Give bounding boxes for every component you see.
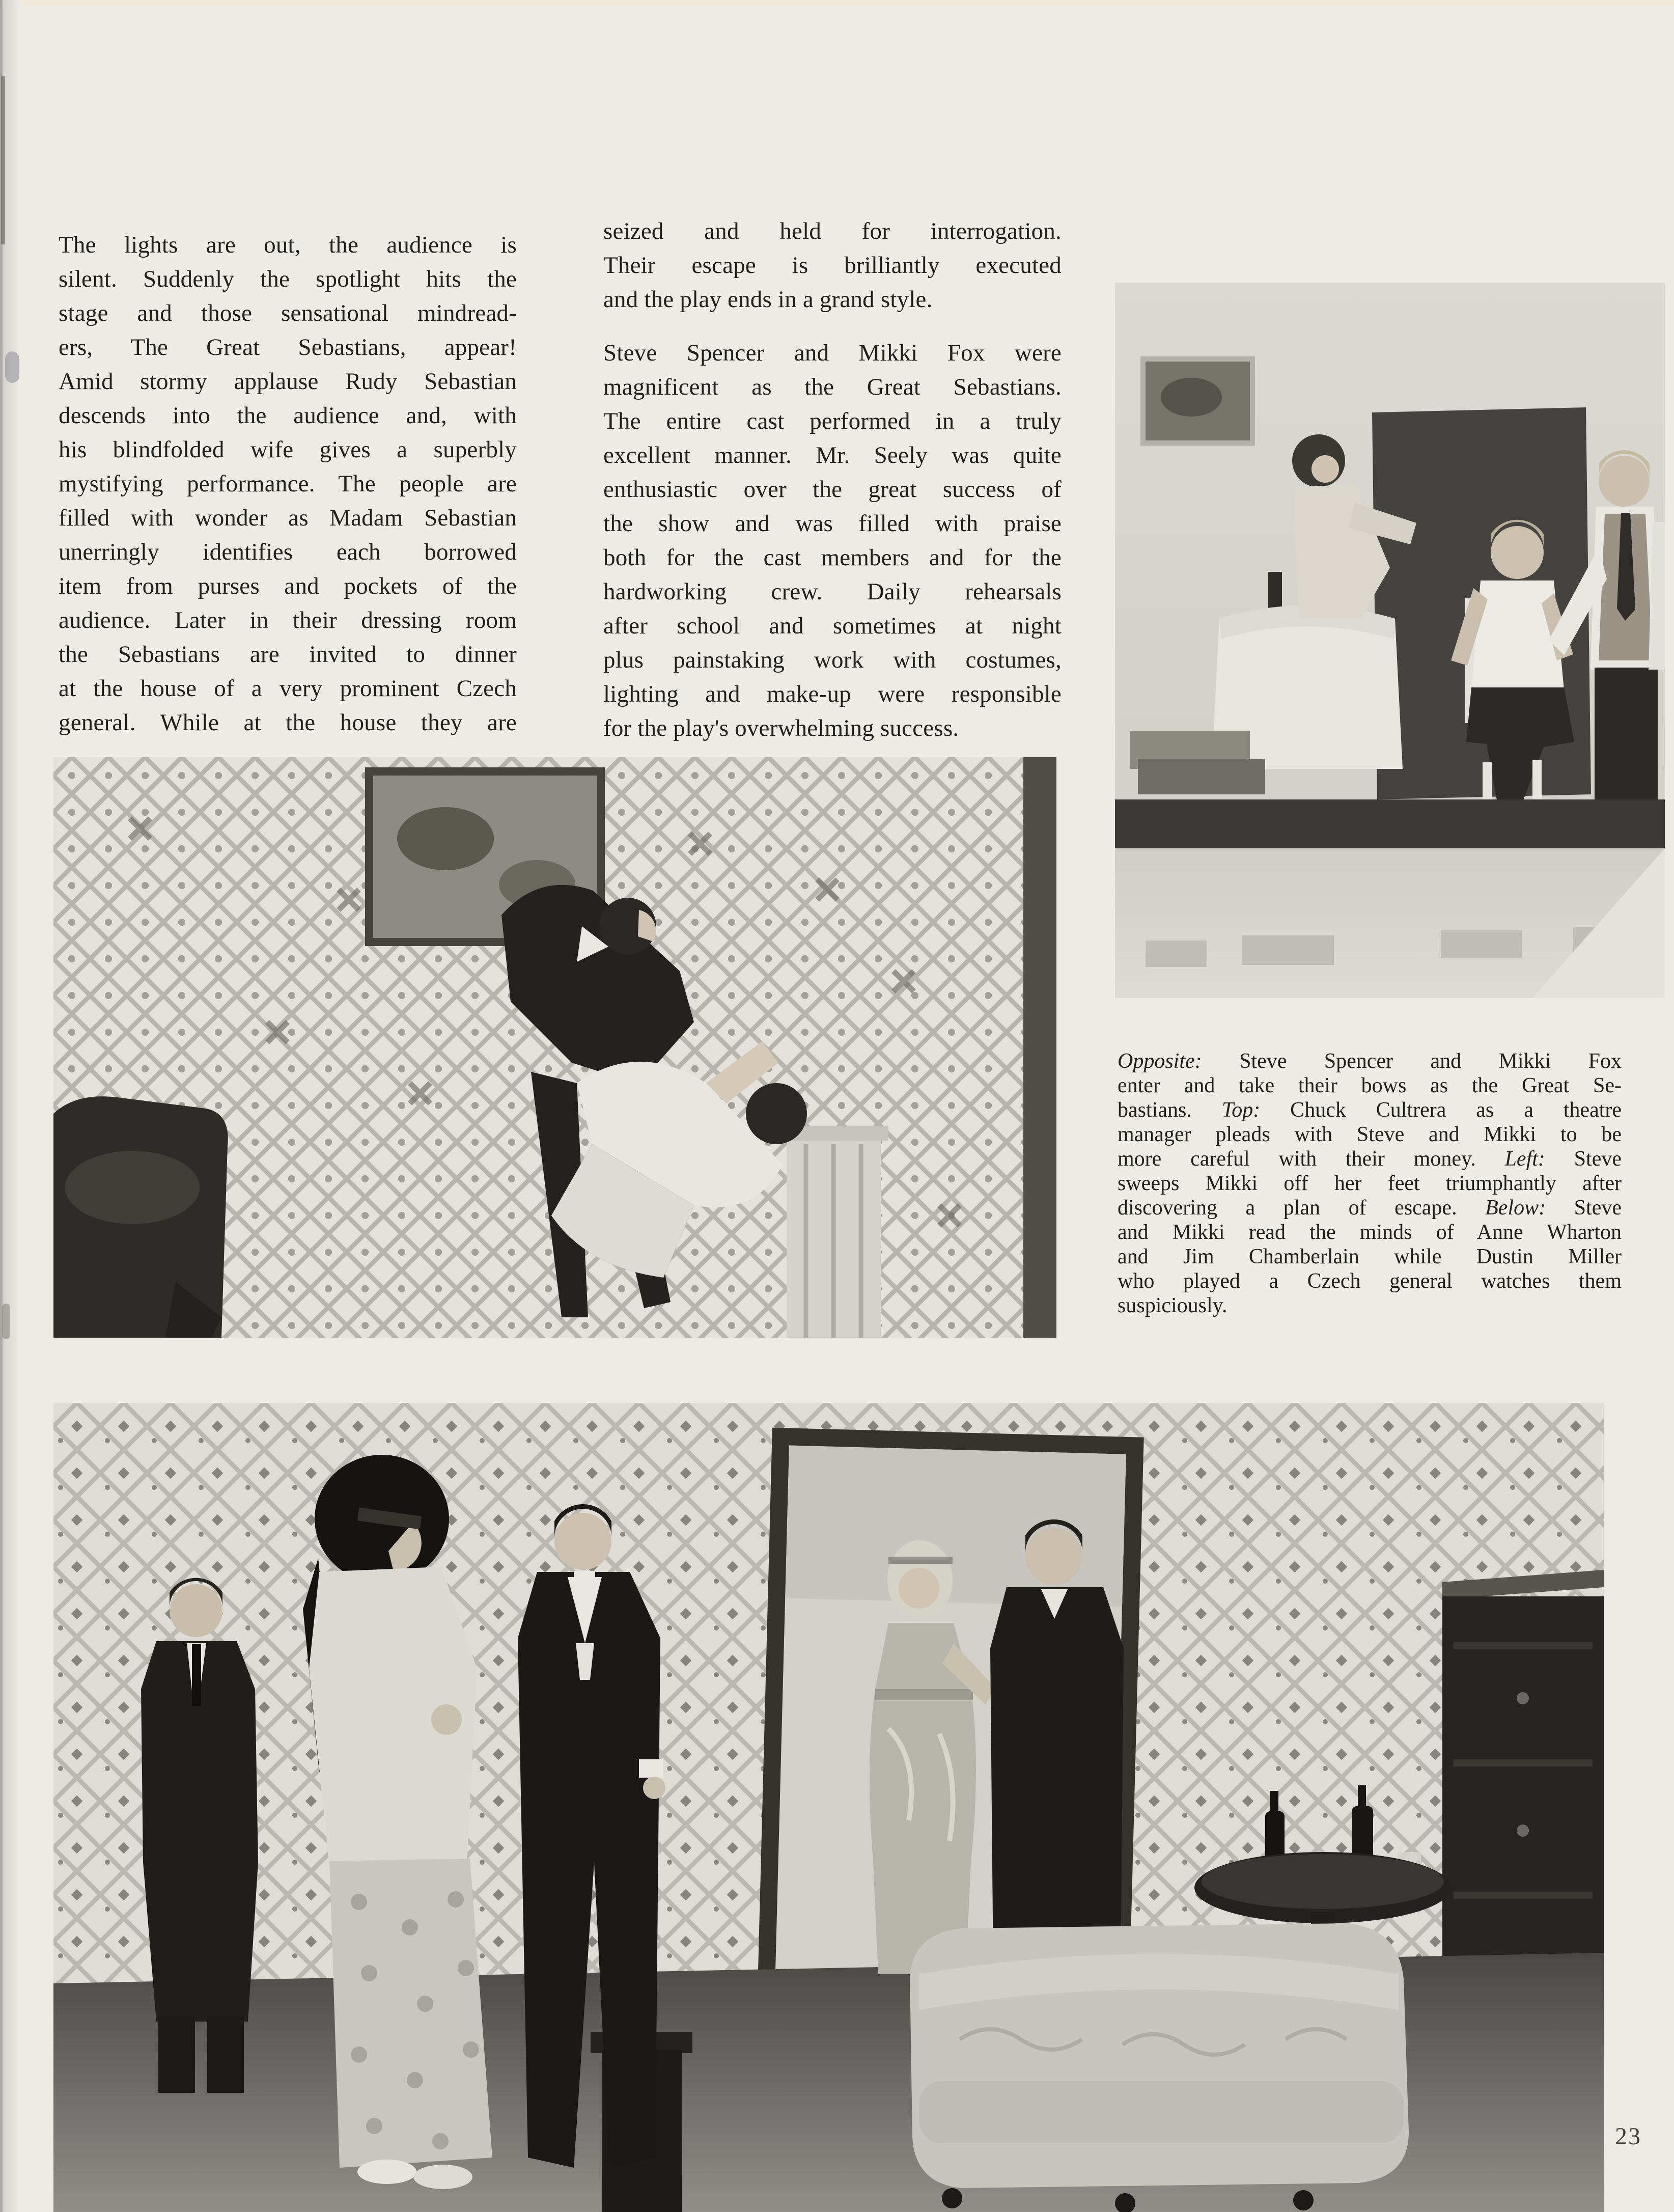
article-line: general. While at the house they are (59, 709, 517, 736)
audience-floor (1115, 848, 1665, 998)
article-line: descends into the audience and, with (59, 402, 517, 429)
caption-line: who played a Czech general watches them (1118, 1269, 1622, 1293)
scan-smudge (5, 351, 19, 383)
article-line: both for the cast members and for the (603, 544, 1062, 571)
article-line: item from purses and pockets of the (59, 573, 517, 599)
article-line: audience. Later in their dressing room (59, 607, 517, 633)
scan-edge-strip (0, 0, 1674, 6)
article-left-column (59, 228, 517, 740)
article-line: at the house of a very prominent Czech (59, 675, 517, 702)
article-line: enthusiastic over the great success of (603, 476, 1062, 503)
article-line: Their escape is brilliantly executed (603, 252, 1062, 279)
caption-line: and Mikki read the minds of Anne Wharton (1118, 1221, 1622, 1244)
article-line: Amid stormy applause Rudy Sebastian (59, 368, 517, 395)
scan-smudge (2, 1304, 10, 1339)
article-line: filled with wonder as Madam Sebastian (59, 505, 517, 531)
dark-armchair (53, 1096, 228, 1338)
article-line: lighting and make-up were responsible (603, 681, 1062, 707)
caption-line: discovering a plan of escape. Below: Steve (1118, 1196, 1622, 1220)
photo-captions (1118, 1049, 1622, 1318)
article-line: ers, The Great Sebastians, appear! (59, 334, 517, 361)
photo-dip-scene (53, 757, 1056, 1338)
photo-illustration (53, 757, 1056, 1338)
caption-line: and Jim Chamberlain while Dustin Miller (1118, 1245, 1622, 1268)
article-line: the show and was filled with praise (603, 510, 1062, 537)
article-line: excellent manner. Mr. Seely was quite (603, 442, 1062, 468)
photo-illustration (53, 1403, 1604, 2212)
article-line: his blindfolded wife gives a superbly (59, 436, 517, 463)
article-line: plus painstaking work with costumes, (603, 647, 1062, 673)
pedestal-column (779, 1126, 888, 1338)
article-right-column (603, 214, 1062, 745)
scan-edge-line (0, 0, 3, 2212)
photo-theatre-manager-scene (1115, 283, 1665, 998)
article-line: hardworking crew. Daily rehearsals (603, 578, 1062, 605)
scan-smudge (1, 76, 5, 244)
article-paragraph (603, 336, 1062, 745)
article-line: silent. Suddenly the spotlight hits the (59, 266, 517, 292)
right-wall-edge (1023, 757, 1056, 1338)
stage-front-edge (1115, 799, 1665, 848)
article-line: The lights are out, the audience is (59, 232, 517, 258)
photo-mind-reading-scene (53, 1403, 1604, 2212)
article-line: The entire cast performed in a truly (603, 408, 1062, 434)
photo-illustration (1115, 283, 1665, 998)
page-number: 23 (1615, 2123, 1641, 2150)
caption-line: manager pleads with Steve and Mikki to be (1118, 1123, 1622, 1146)
upholstered-armchair (910, 1923, 1409, 2212)
article-paragraph (603, 214, 1062, 317)
caption-line: bastians. Top: Chuck Cultrera as a theatre (1118, 1098, 1622, 1122)
article-line: and the play ends in a grand style. (603, 286, 933, 313)
caption-line: enter and take their bows as the Great Se- (1118, 1074, 1622, 1097)
binding-gutter-shade (0, 0, 23, 2212)
caption-line: sweeps Mikki off her feet triumphantly after (1118, 1172, 1622, 1195)
caption-line: more careful with their money. Left: Steve (1118, 1147, 1622, 1171)
article-line: mystifying performance. The people are (59, 471, 517, 497)
article-line: seized and held for interrogation. (603, 218, 1062, 244)
actor-dustin-miller (141, 1578, 258, 2093)
article-line: unerringly identifies each borrowed (59, 539, 517, 565)
caption-line: suspiciously. (1118, 1294, 1227, 1317)
article-line: Steve Spencer and Mikki Fox were (603, 340, 1062, 366)
article-line: for the play's overwhelming success. (603, 715, 959, 741)
article-line: stage and those sensational mindread- (59, 300, 517, 326)
caption-line: Opposite: Steve Spencer and Mikki Fox (1118, 1049, 1622, 1073)
article-line: after school and sometimes at night (603, 613, 1062, 639)
article-line: the Sebastians are invited to dinner (59, 641, 517, 668)
article-line: magnificent as the Great Sebastians. (603, 374, 1062, 400)
